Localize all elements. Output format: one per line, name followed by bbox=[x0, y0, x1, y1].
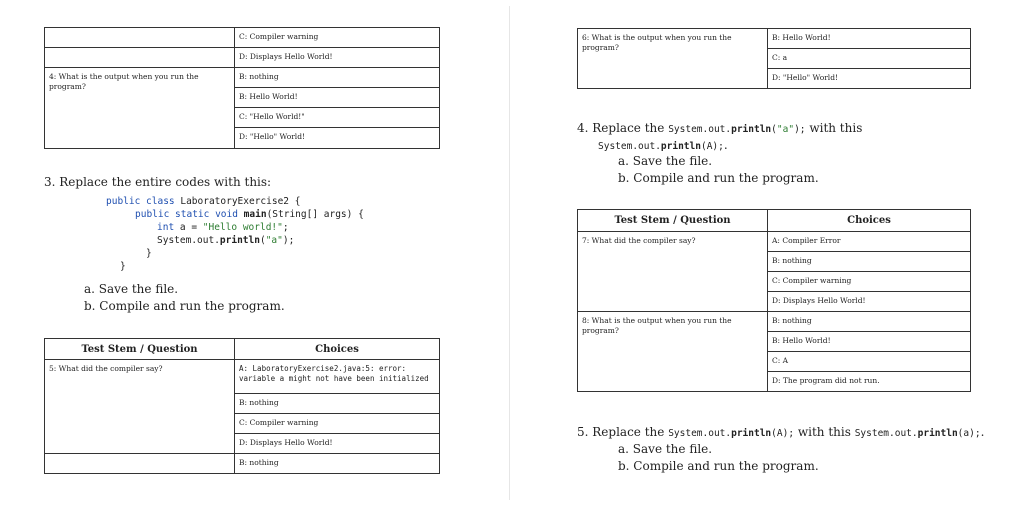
choice-cell: A: LaboratoryExercise2.java:5: error: variable a might not have been initialized bbox=[235, 360, 440, 394]
choice-cell: B: nothing bbox=[768, 252, 971, 272]
code-line-6: } bbox=[120, 261, 126, 272]
choice-cell: D: Displays Hello World! bbox=[235, 434, 440, 454]
choice-cell: D: "Hello" World! bbox=[768, 69, 971, 89]
question-table-7 bbox=[577, 209, 971, 392]
step-4-a: a. Save the file. bbox=[618, 154, 713, 168]
choice-cell: D: The program did not run. bbox=[768, 372, 971, 392]
question-6-stem: 6: What is the output when you run the program? bbox=[578, 29, 768, 89]
question-5-stem: 5: What did the compiler say? bbox=[45, 360, 235, 454]
choice-cell: C: Compiler warning bbox=[235, 414, 440, 434]
question-table-5 bbox=[44, 338, 440, 474]
header-choices: Choices bbox=[235, 339, 440, 360]
step-4-b: b. Compile and run the program. bbox=[618, 171, 819, 185]
header-choices: Choices bbox=[768, 210, 971, 232]
right-page bbox=[511, 0, 1024, 506]
choice-cell: D: "Hello" World! bbox=[235, 128, 440, 149]
empty-stem-cell bbox=[45, 454, 235, 474]
choice-cell: B: nothing bbox=[235, 394, 440, 414]
choice-cell: B: nothing bbox=[768, 312, 971, 332]
empty-stem-cell bbox=[45, 28, 235, 48]
header-test-stem: Test Stem / Question bbox=[45, 339, 235, 360]
question-table-top-left bbox=[44, 27, 440, 149]
step-5-a: a. Save the file. bbox=[618, 442, 713, 456]
code-line-4: System.out.println("a"); bbox=[157, 235, 295, 246]
code-block-step-3 bbox=[106, 195, 364, 273]
step-3-heading: 3. Replace the entire codes with this: bbox=[44, 175, 272, 189]
choice-cell: B: nothing bbox=[235, 454, 440, 474]
choice-cell: B: Hello World! bbox=[235, 88, 440, 108]
choice-cell: D: Displays Hello World! bbox=[768, 292, 971, 312]
choice-cell: B: Hello World! bbox=[768, 332, 971, 352]
code-line-3: int a = "Hello world!"; bbox=[157, 222, 289, 233]
step-5-b: b. Compile and run the program. bbox=[618, 459, 819, 473]
left-page bbox=[0, 0, 508, 506]
code-line-5: } bbox=[146, 248, 152, 259]
choice-cell: C: "Hello World!" bbox=[235, 108, 440, 128]
page-divider bbox=[509, 6, 510, 500]
choice-cell: B: nothing bbox=[235, 68, 440, 88]
choice-cell: D: Displays Hello World! bbox=[235, 48, 440, 68]
question-7-stem: 7: What did the compiler say? bbox=[578, 232, 768, 312]
step-5-heading: 5. Replace the System.out.println(A); with this System.out.println(a);. bbox=[577, 425, 985, 439]
header-test-stem: Test Stem / Question bbox=[578, 210, 768, 232]
step-3-b: b. Compile and run the program. bbox=[84, 299, 285, 313]
step-4-heading: 4. Replace the System.out.println("a"); with this bbox=[577, 121, 863, 135]
step-4-code-line: System.out.println(A);. bbox=[598, 138, 728, 152]
code-line-2: public static void main(String[] args) { bbox=[135, 209, 364, 220]
choice-cell: C: Compiler warning bbox=[768, 272, 971, 292]
choice-cell: A: Compiler Error bbox=[768, 232, 971, 252]
choice-cell: C: A bbox=[768, 352, 971, 372]
choice-cell: C: a bbox=[768, 49, 971, 69]
choice-cell: B: Hello World! bbox=[768, 29, 971, 49]
question-8-stem: 8: What is the output when you run the program? bbox=[578, 312, 768, 392]
step-3-a: a. Save the file. bbox=[84, 282, 179, 296]
empty-stem-cell bbox=[45, 48, 235, 68]
choice-cell: C: Compiler warning bbox=[235, 28, 440, 48]
question-table-top-right bbox=[577, 28, 971, 89]
question-4-stem: 4: What is the output when you run the program? bbox=[45, 68, 235, 149]
code-line-1: public class LaboratoryExercise2 { bbox=[106, 196, 301, 207]
